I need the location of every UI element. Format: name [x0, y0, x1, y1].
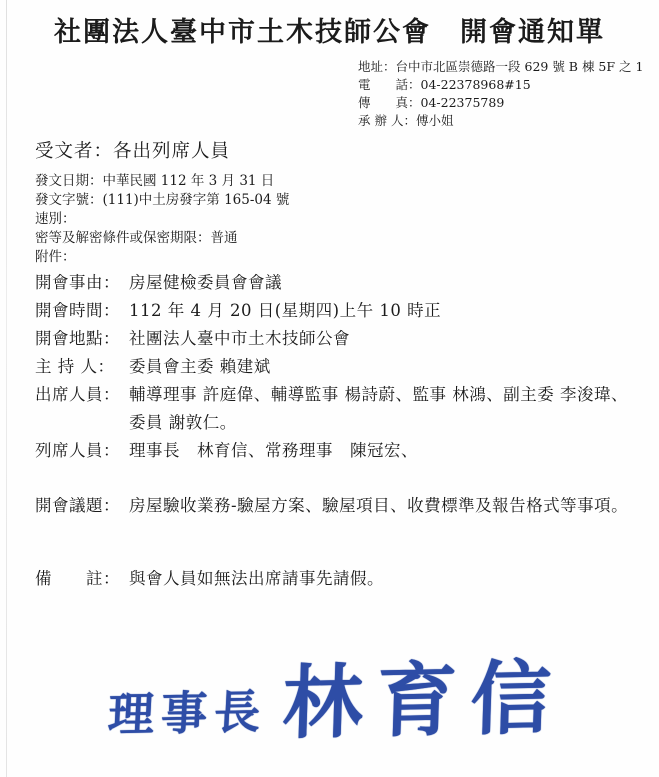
contact-address-label: 地址： [358, 59, 396, 74]
contact-handler [358, 112, 659, 130]
field-meeting-time-value: 112 年 4 月 20 日(星期四)上午 10 時正 [129, 301, 442, 320]
field-chairperson [35, 353, 629, 381]
field-observers [35, 437, 629, 465]
contact-phone [358, 76, 659, 94]
field-chairperson-value: 委員會主委 賴建斌 [129, 357, 271, 376]
field-meeting-place [35, 325, 629, 353]
field-meeting-time [35, 297, 629, 325]
meta-confidentiality-value: 普通 [210, 230, 238, 246]
field-remarks-label: 備 註： [35, 569, 120, 588]
contact-phone-label: 電 話： [358, 77, 421, 92]
field-meeting-subject-label: 開會事由： [35, 273, 120, 292]
field-agenda-label: 開會議題： [35, 496, 120, 515]
field-attendees-value: 輔導理事 許庭偉、輔導監事 楊詩蔚、監事 林鴻、副主委 李浚瑋、委員 謝敦仁。 [129, 385, 628, 432]
field-observers-label: 列席人員： [35, 441, 120, 460]
field-meeting-time-label: 開會時間： [35, 301, 120, 320]
field-meeting-subject-value: 房屋健檢委員會會議 [129, 273, 282, 292]
meta-confidentiality-label: 密等及解密條件或保密期限： [35, 230, 211, 246]
contact-fax-label: 傳 真： [358, 95, 421, 110]
contact-phone-value: 04-22378968#15 [420, 77, 531, 92]
field-attendees-label: 出席人員： [35, 385, 120, 404]
recipient-line [35, 139, 659, 165]
scan-artifact-left-edge [6, 0, 7, 777]
field-meeting-place-value: 社團法人臺中市土木技師公會 [129, 329, 350, 348]
field-remarks [35, 565, 629, 593]
field-meeting-subject [35, 269, 629, 297]
contact-fax-value: 04-22375789 [420, 95, 505, 110]
meta-doc-number-value: (111)中土房發字第 165-04 號 [102, 192, 290, 208]
body-block [35, 269, 629, 593]
document-title: 社團法人臺中市土木技師公會 開會通知單 [54, 17, 605, 48]
meta-issue-date-value: 中華民國 112 年 3 月 31 日 [102, 173, 275, 189]
field-agenda-value: 房屋驗收業務-驗屋方案、驗屋項目、收費標準及報告格式等事項。 [129, 496, 629, 515]
stamp-name: 林育信 [281, 650, 567, 751]
field-remarks-value: 與會人員如無法出席請事先請假。 [129, 569, 384, 588]
field-meeting-place-label: 開會地點： [35, 329, 120, 348]
contact-fax [358, 94, 659, 112]
contact-address [358, 58, 659, 76]
meta-doc-number-label: 發文字號： [35, 192, 103, 208]
meta-issue-date-label: 發文日期： [35, 173, 103, 189]
contact-handler-label: 承 辦 人： [358, 113, 416, 128]
contact-handler-value: 傅小姐 [415, 113, 454, 128]
chairman-signature-stamp [107, 633, 566, 758]
field-agenda [35, 492, 629, 520]
meta-block [35, 172, 659, 267]
contact-block [358, 58, 659, 130]
stamp-title: 理事長 [106, 683, 269, 742]
contact-address-value: 台中市北區崇德路一段 629 號 B 棟 5F 之 1 [395, 59, 644, 74]
field-attendees [35, 381, 629, 437]
meta-attachment [35, 248, 659, 267]
meta-doc-number [35, 191, 659, 210]
recipient-label: 受文者： [35, 141, 114, 162]
recipient-value: 各出列席人員 [113, 141, 231, 162]
field-observers-value: 理事長 林育信、常務理事 陳冠宏、 [129, 441, 418, 460]
meta-speed-label: 速別： [35, 211, 76, 227]
meta-speed [35, 210, 659, 229]
meta-issue-date [35, 172, 659, 191]
meta-attachment-label: 附件： [35, 249, 76, 265]
meta-confidentiality [35, 229, 659, 248]
field-chairperson-label: 主 持 人： [35, 357, 115, 376]
